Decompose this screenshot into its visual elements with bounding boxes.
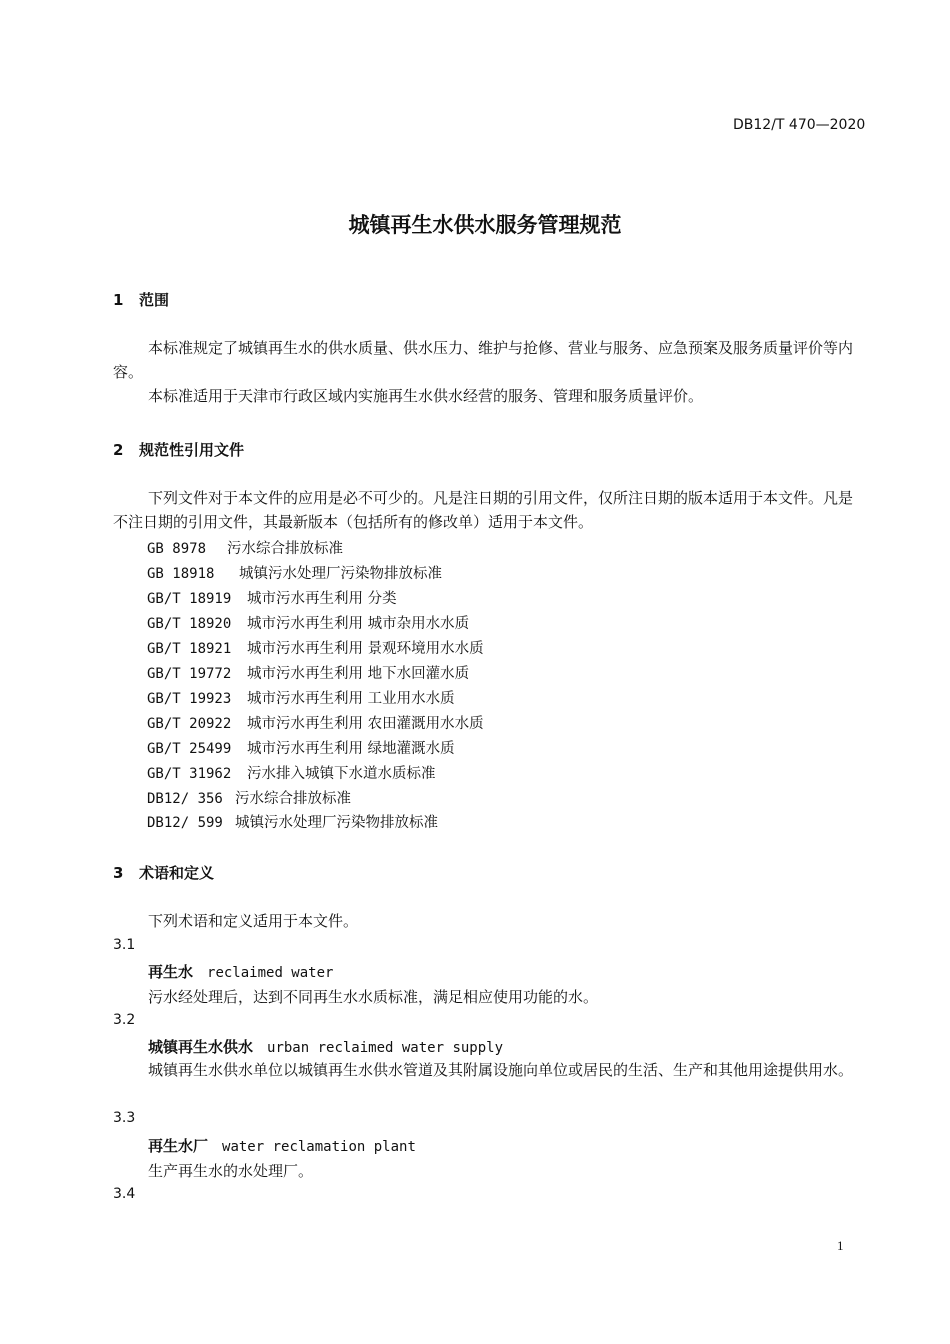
reference-item bbox=[147, 637, 484, 658]
reference-item bbox=[147, 787, 351, 808]
reference-code: GB 8978 bbox=[147, 541, 207, 557]
reference-title: 城市污水再生利用 分类 bbox=[247, 591, 397, 607]
term-definition: 城镇再生水供水单位以城镇再生水供水管道及其附属设施向单位或居民的生活、生产和其他用途提供用水。 bbox=[148, 1061, 854, 1079]
reference-item bbox=[147, 537, 343, 558]
reference-code: DB12/ 599 bbox=[147, 815, 223, 831]
reference-code: GB/T 19772 bbox=[147, 666, 232, 682]
reference-title: 污水排入城镇下水道水质标准 bbox=[247, 766, 436, 782]
term-chinese: 再生水厂 bbox=[148, 1137, 209, 1155]
term-number: 3.2 bbox=[113, 1012, 136, 1028]
reference-item bbox=[147, 762, 436, 783]
term-heading bbox=[148, 961, 333, 982]
section-1-heading bbox=[113, 289, 169, 310]
reference-code: GB 18918 bbox=[147, 566, 215, 582]
reference-item bbox=[147, 612, 469, 633]
reference-title: 污水综合排放标准 bbox=[235, 791, 351, 807]
reference-title: 城市污水再生利用 农田灌溉用水水质 bbox=[247, 716, 484, 732]
section-1-paragraph-1: 本标准规定了城镇再生水的供水质量、供水压力、维护与抢修、营业与服务、应急预案及服务质量评价等内容。 bbox=[113, 339, 854, 381]
section-heading-text: 范围 bbox=[139, 291, 170, 309]
section-2-heading bbox=[113, 439, 244, 460]
term-number: 3.4 bbox=[113, 1186, 136, 1202]
reference-item bbox=[147, 712, 484, 733]
term-heading bbox=[148, 1036, 503, 1057]
term-heading bbox=[148, 1135, 416, 1156]
section-number: 3 bbox=[113, 864, 124, 882]
reference-item bbox=[147, 687, 455, 708]
term-chinese: 城镇再生水供水 bbox=[148, 1038, 254, 1056]
section-3-heading bbox=[113, 862, 214, 883]
document-title: 城镇再生水供水服务管理规范 bbox=[348, 213, 622, 237]
reference-code: GB/T 20922 bbox=[147, 716, 232, 732]
term-number: 3.1 bbox=[113, 937, 136, 953]
term-english: urban reclaimed water supply bbox=[267, 1040, 504, 1056]
term-definition: 生产再生水的水处理厂。 bbox=[148, 1162, 314, 1180]
section-3-intro: 下列术语和定义适用于本文件。 bbox=[148, 912, 359, 930]
reference-code: GB/T 31962 bbox=[147, 766, 232, 782]
term-definition: 污水经处理后，达到不同再生水水质标准，满足相应使用功能的水。 bbox=[148, 988, 599, 1006]
section-number: 1 bbox=[113, 291, 124, 309]
term-english: water reclamation plant bbox=[222, 1139, 416, 1155]
reference-title: 污水综合排放标准 bbox=[227, 541, 343, 557]
term-english: reclaimed water bbox=[207, 965, 334, 981]
reference-code: DB12/ 356 bbox=[147, 791, 223, 807]
reference-item bbox=[147, 811, 438, 832]
reference-title: 城镇污水处理厂污染物排放标准 bbox=[235, 815, 438, 831]
reference-code: GB/T 18921 bbox=[147, 641, 232, 657]
section-2-paragraph-1: 下列文件对于本文件的应用是必不可少的。凡是注日期的引用文件，仅所注日期的版本适用于本文件。凡是不注日期的引用文件，其最新版本（包括所有的修改单）适用于本文件。 bbox=[113, 489, 854, 531]
reference-title: 城市污水再生利用 城市杂用水水质 bbox=[247, 616, 470, 632]
reference-item bbox=[147, 737, 455, 758]
section-heading-text: 术语和定义 bbox=[139, 864, 215, 882]
reference-code: GB/T 25499 bbox=[147, 741, 232, 757]
reference-title: 城市污水再生利用 地下水回灌水质 bbox=[247, 666, 470, 682]
section-heading-text: 规范性引用文件 bbox=[139, 441, 245, 459]
page-number: 1 bbox=[837, 1238, 844, 1253]
reference-title: 城市污水再生利用 工业用水水质 bbox=[247, 691, 455, 707]
reference-code: GB/T 18920 bbox=[147, 616, 232, 632]
reference-item bbox=[147, 662, 469, 683]
reference-code: GB/T 18919 bbox=[147, 591, 232, 607]
document-code: DB12/T 470—2020 bbox=[733, 117, 866, 133]
section-1-paragraph-2: 本标准适用于天津市行政区域内实施再生水供水经营的服务、管理和服务质量评价。 bbox=[148, 387, 704, 405]
reference-item bbox=[147, 562, 442, 583]
term-number: 3.3 bbox=[113, 1110, 136, 1126]
reference-title: 城市污水再生利用 景观环境用水水质 bbox=[247, 641, 484, 657]
section-number: 2 bbox=[113, 441, 124, 459]
reference-title: 城镇污水处理厂污染物排放标准 bbox=[239, 566, 442, 582]
reference-code: GB/T 19923 bbox=[147, 691, 232, 707]
term-chinese: 再生水 bbox=[148, 963, 194, 981]
reference-item bbox=[147, 587, 397, 608]
reference-title: 城市污水再生利用 绿地灌溉水质 bbox=[247, 741, 455, 757]
